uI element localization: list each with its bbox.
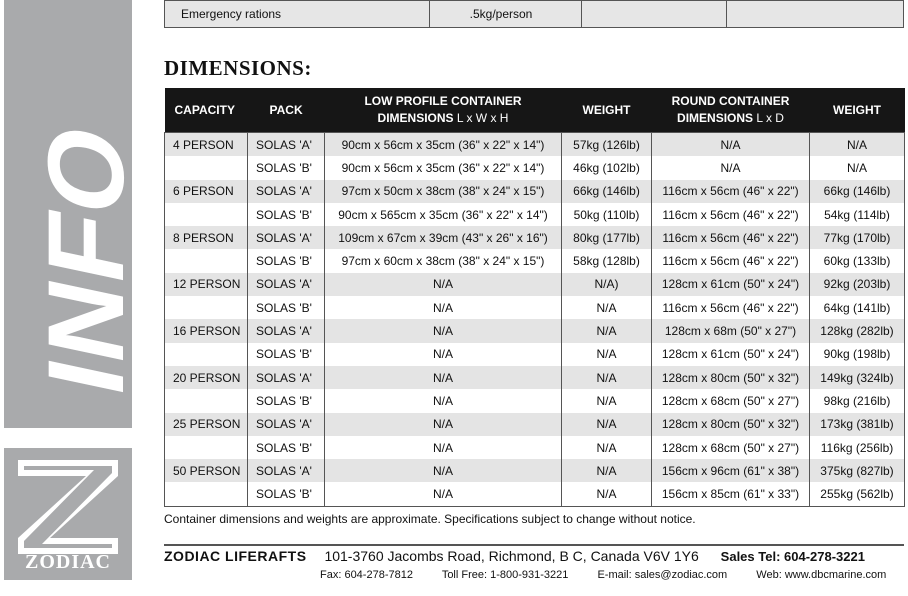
- table-cell: SOLAS 'A': [248, 133, 325, 157]
- table-row: [165, 226, 905, 249]
- table-cell: N/A: [810, 156, 905, 179]
- table-row: [165, 180, 905, 203]
- table-cell: [165, 436, 248, 459]
- table-cell: 50kg (110lb): [562, 203, 652, 226]
- table-cell: SOLAS 'B': [248, 296, 325, 319]
- table-cell: 4 PERSON: [165, 133, 248, 157]
- table-cell: SOLAS 'B': [248, 203, 325, 226]
- table-cell: 116cm x 56cm (46" x 22"): [652, 226, 810, 249]
- table-cell: 128cm x 68cm (50" x 27"): [652, 436, 810, 459]
- table-cell: SOLAS 'A': [248, 366, 325, 389]
- table-cell: N/A: [562, 319, 652, 342]
- table-cell: N/A: [325, 436, 562, 459]
- table-cell: 77kg (170lb): [810, 226, 905, 249]
- footer-brand: ZODIAC LIFERAFTS: [164, 548, 307, 564]
- table-cell: SOLAS 'B': [248, 389, 325, 412]
- header-low-profile-unit: L x W x H: [456, 111, 509, 125]
- table-cell: 25 PERSON: [165, 413, 248, 436]
- table-cell: N/A: [562, 413, 652, 436]
- table-cell: 128cm x 80cm (50" x 32"): [652, 413, 810, 436]
- header-weight-round: WEIGHT: [810, 88, 905, 133]
- table-cell: N/A: [562, 459, 652, 482]
- table-cell: SOLAS 'B': [248, 249, 325, 272]
- table-row: [165, 203, 905, 226]
- table-cell: 128cm x 61cm (50" x 24"): [652, 343, 810, 366]
- table-cell: SOLAS 'A': [248, 180, 325, 203]
- table-cell: [165, 343, 248, 366]
- table-row: [165, 436, 905, 459]
- table-cell: 8 PERSON: [165, 226, 248, 249]
- zodiac-logo: [4, 448, 132, 580]
- header-low-profile-main: LOW PROFILE CONTAINER: [364, 94, 522, 108]
- table-cell: 97cm x 60cm x 38cm (38" x 24" x 15"): [325, 249, 562, 272]
- table-cell: 66kg (146lb): [562, 180, 652, 203]
- table-cell: 90cm x 56cm x 35cm (36" x 22" x 14"): [325, 133, 562, 157]
- table-row: [165, 319, 905, 342]
- table-cell: N/A: [325, 482, 562, 506]
- header-pack: PACK: [248, 88, 325, 133]
- dimensions-table: [164, 88, 905, 507]
- table-cell: N/A: [325, 459, 562, 482]
- table-cell: 156cm x 85cm (61" x 33"): [652, 482, 810, 506]
- table-cell: 173kg (381lb): [810, 413, 905, 436]
- table-cell: 60kg (133lb): [810, 249, 905, 272]
- table-cell: N/A: [562, 482, 652, 506]
- table-cell: 64kg (141lb): [810, 296, 905, 319]
- table-row: [165, 249, 905, 272]
- table-cell: 255kg (562lb): [810, 482, 905, 506]
- table-cell: 109cm x 67cm x 39cm (43" x 26" x 16"): [325, 226, 562, 249]
- table-cell: N/A: [562, 436, 652, 459]
- table-row: [165, 459, 905, 482]
- header-weight-low: WEIGHT: [562, 88, 652, 133]
- table-cell: SOLAS 'B': [248, 436, 325, 459]
- table-cell: 128cm x 80cm (50" x 32"): [652, 366, 810, 389]
- footer-toll-free: Toll Free: 1-800-931-3221: [441, 569, 569, 581]
- table-cell: 66kg (146lb): [810, 180, 905, 203]
- table-cell: N/A: [562, 389, 652, 412]
- table-cell: N/A: [325, 389, 562, 412]
- sidebar: [0, 0, 146, 596]
- previous-table-fragment: [164, 0, 904, 28]
- footer-divider: [164, 544, 904, 546]
- header-round-unit: L x D: [756, 111, 784, 125]
- table-cell: 58kg (128lb): [562, 249, 652, 272]
- zodiac-logo-text: ZODIAC: [24, 551, 111, 573]
- table-cell: N/A: [652, 156, 810, 179]
- table-cell: Emergency rations: [165, 1, 430, 28]
- table-cell: [165, 389, 248, 412]
- table-cell: 90kg (198lb): [810, 343, 905, 366]
- table-cell: 128cm x 68m (50" x 27"): [652, 319, 810, 342]
- header-round: [652, 88, 810, 133]
- table-cell: N/A: [562, 343, 652, 366]
- table-cell: [165, 203, 248, 226]
- table-header-row: [165, 88, 905, 133]
- table-cell: N/A: [325, 413, 562, 436]
- table-cell: 16 PERSON: [165, 319, 248, 342]
- table-cell: 92kg (203lb): [810, 273, 905, 296]
- table-row: [165, 343, 905, 366]
- table-cell: SOLAS 'B': [248, 482, 325, 506]
- table-row: [165, 156, 905, 179]
- table-cell: 128cm x 61cm (50" x 24"): [652, 273, 810, 296]
- table-cell: 80kg (177lb): [562, 226, 652, 249]
- table-cell: N/A: [325, 343, 562, 366]
- table-cell: 116cm x 56cm (46" x 22"): [652, 203, 810, 226]
- table-cell: [165, 482, 248, 506]
- table-cell: N/A: [810, 133, 905, 157]
- table-cell: 57kg (126lb): [562, 133, 652, 157]
- table-cell: N/A: [562, 296, 652, 319]
- table-cell: N/A: [325, 296, 562, 319]
- table-cell: N/A: [652, 133, 810, 157]
- table-cell: 116cm x 56cm (46" x 22"): [652, 249, 810, 272]
- table-cell: 116kg (256lb): [810, 436, 905, 459]
- table-cell: 149kg (324lb): [810, 366, 905, 389]
- section-title: DIMENSIONS:: [164, 56, 312, 80]
- table-cell: N/A: [325, 273, 562, 296]
- table-row: [165, 482, 905, 506]
- table-cell: 128cm x 68cm (50" x 27"): [652, 389, 810, 412]
- table-cell: 128kg (282lb): [810, 319, 905, 342]
- info-vertical-text: INFO: [25, 112, 146, 405]
- header-round-dims: DIMENSIONS: [677, 111, 754, 125]
- footer-web-link[interactable]: Web: www.dbcmarine.com: [756, 569, 887, 581]
- table-cell: SOLAS 'A': [248, 273, 325, 296]
- table-row: [165, 296, 905, 319]
- table-cell: SOLAS 'A': [248, 319, 325, 342]
- footer-fax: Fax: 604-278-7812: [320, 569, 413, 581]
- info-banner: [4, 0, 146, 428]
- table-row: [165, 389, 905, 412]
- table-cell: [165, 296, 248, 319]
- table-cell: 6 PERSON: [165, 180, 248, 203]
- table-cell: N/A: [325, 319, 562, 342]
- table-cell: .5kg/person: [429, 1, 581, 28]
- table-cell: N/A): [562, 273, 652, 296]
- table-cell: [727, 1, 904, 28]
- footer-details: [320, 569, 886, 581]
- table-cell: SOLAS 'B': [248, 343, 325, 366]
- table-cell: 50 PERSON: [165, 459, 248, 482]
- table-row: [165, 366, 905, 389]
- table-cell: SOLAS 'B': [248, 156, 325, 179]
- table-cell: 54kg (114lb): [810, 203, 905, 226]
- header-round-main: ROUND CONTAINER: [671, 94, 790, 108]
- footer-sales-phone: Sales Tel: 604-278-3221: [720, 549, 865, 564]
- table-cell: 90cm x 56cm x 35cm (36" x 22" x 14"): [325, 156, 562, 179]
- footer-email-link[interactable]: E-mail: sales@zodiac.com: [597, 569, 728, 581]
- footer-contact: [164, 548, 904, 564]
- header-capacity: CAPACITY: [165, 88, 248, 133]
- zodiac-z-icon: [14, 456, 122, 556]
- table-cell: 46kg (102lb): [562, 156, 652, 179]
- table-cell: 90cm x 565cm x 35cm (36" x 22" x 14"): [325, 203, 562, 226]
- table-cell: [165, 249, 248, 272]
- table-cell: 97cm x 50cm x 38cm (38" x 24" x 15"): [325, 180, 562, 203]
- table-row: [165, 133, 905, 157]
- table-cell: 12 PERSON: [165, 273, 248, 296]
- header-low-profile: [325, 88, 562, 133]
- table-cell: [581, 1, 727, 28]
- header-low-profile-dims: DIMENSIONS: [377, 111, 454, 125]
- table-cell: 116cm x 56cm (46" x 22"): [652, 296, 810, 319]
- table-cell: [165, 156, 248, 179]
- table-cell: 116cm x 56cm (46" x 22"): [652, 180, 810, 203]
- table-cell: SOLAS 'A': [248, 413, 325, 436]
- table-row: [165, 273, 905, 296]
- table-cell: SOLAS 'A': [248, 226, 325, 249]
- table-cell: 98kg (216lb): [810, 389, 905, 412]
- table-cell: N/A: [562, 366, 652, 389]
- table-row: [165, 413, 905, 436]
- disclaimer-note: Container dimensions and weights are approximate. Specifications subject to change without notice.: [164, 512, 696, 526]
- table-cell: 156cm x 96cm (61" x 38"): [652, 459, 810, 482]
- table-cell: SOLAS 'A': [248, 459, 325, 482]
- table-cell: N/A: [325, 366, 562, 389]
- table-row: [165, 1, 904, 28]
- footer-address: 101-3760 Jacombs Road, Richmond, B C, Canada V6V 1Y6: [324, 548, 699, 564]
- table-cell: 375kg (827lb): [810, 459, 905, 482]
- table-cell: 20 PERSON: [165, 366, 248, 389]
